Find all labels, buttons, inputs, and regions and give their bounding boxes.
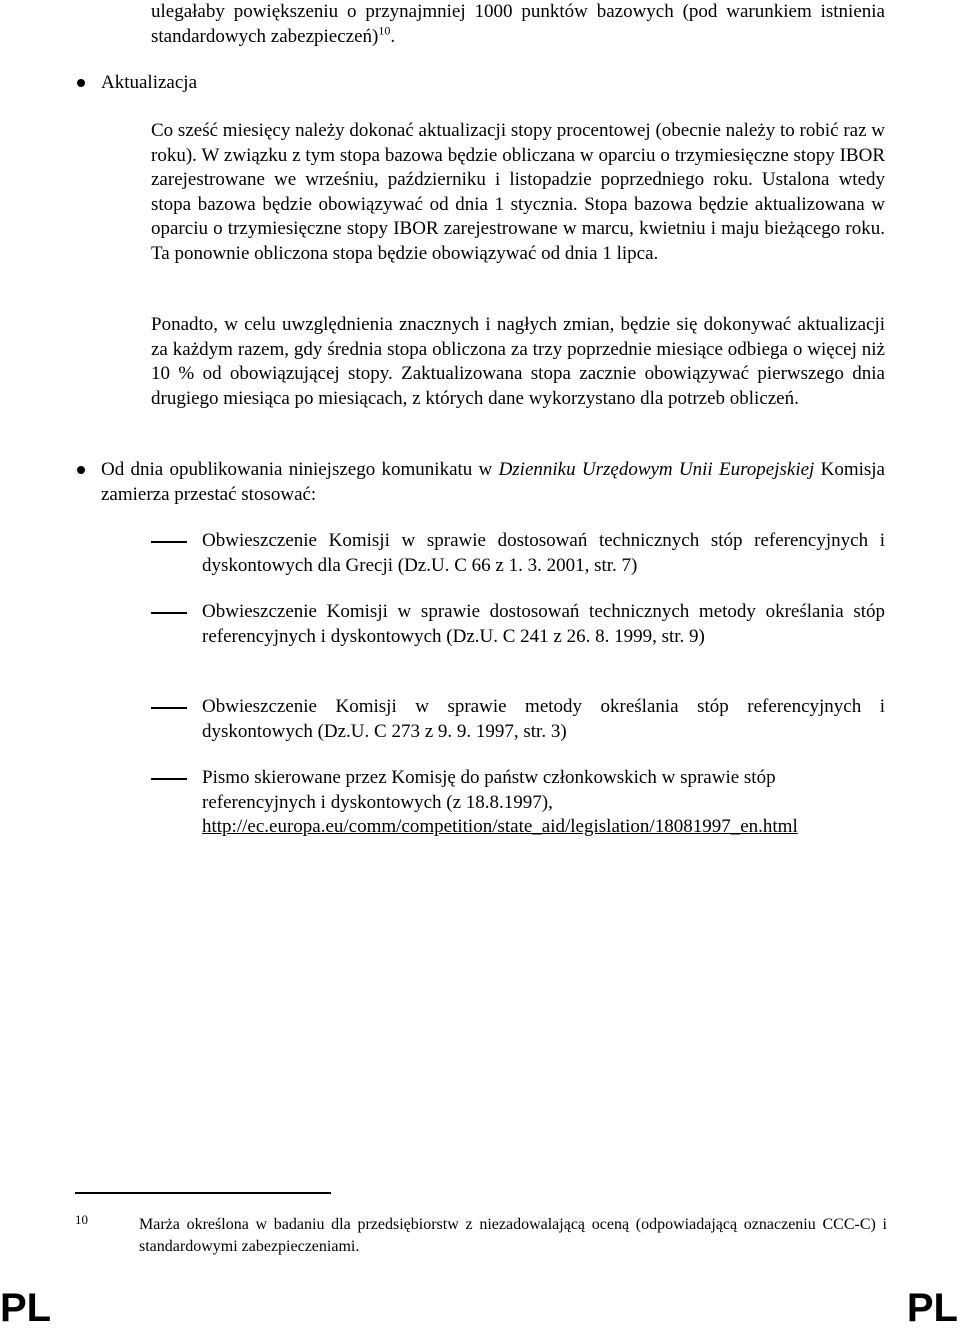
section-heading-aktualizacja: Aktualizacja [101,72,198,93]
continuation-text: ulegałaby powiększeniu o przynajmniej 1000 punktów bazowych (pod warunkiem istnienia standardowych zabezpieczeń) [151,1,885,47]
footnote-ref[interactable]: 10 [378,23,391,38]
continuation-paragraph [151,0,885,49]
list-item-letter [202,766,885,840]
dash-icon [151,612,187,614]
footnote-number: 10 [75,1212,88,1227]
list-item: Obwieszczenie Komisji w sprawie metody określania stóp referencyjnych i dyskontowych (Dz.U. C 273 z 9. 9. 1997, str. 3) [202,696,885,742]
legislation-link[interactable]: http://ec.europa.eu/comm/competition/state_aid/legislation/18081997_en.html [202,816,798,837]
dash-icon [151,541,187,543]
letter-text: Pismo skierowane przez Komisję do państw członkowskich w sprawie stóp referencyjnych i dyskontowych (z 18.8.1997), [202,767,776,813]
publication-text-before: Od dnia opublikowania niniejszego komunikatu w [101,459,499,480]
footnote-text: Marża określona w badaniu dla przedsiębiorstw z niezadowalającą oceną (odpowiadającą oznaczeniu CCC-C) i standardowymi zabezpieczeniami. [139,1216,887,1255]
bullet-icon [77,79,85,87]
dash-icon [151,778,187,780]
footer-language-right: PL [906,1286,958,1330]
publication-paragraph [101,458,885,507]
dash-icon [151,707,187,709]
aktualizacja-paragraph-1: Co sześć miesięcy należy dokonać aktualizacji stopy procentowej (obecnie należy to robić raz w roku). W związku z tym stopa bazowa będzie obliczana w oparciu o trzymiesięczne stopy IBOR zarejestrowane we wrześniu, październiku i listopadzie poprzedniego roku. Ustalona wtedy stopa bazowa będzie obowiązywać od dnia 1 stycznia. Stopa bazowa będzie aktualizowana w oparciu o trzymiesięczne stopy IBOR zarejestrowane w marcu, kwietniu i maju bieżącego roku. Ta ponownie obliczona stopa będzie obowiązywać od dnia 1 lipca. [151,120,885,264]
publication-text-after: Komisja zamierza przestać stosować: [101,459,885,505]
footer-language-left: PL [0,1286,52,1330]
footnote-separator [75,1192,331,1194]
continuation-period: . [390,25,396,47]
aktualizacja-paragraph-2: Ponadto, w celu uwzględnienia znacznych i nagłych zmian, będzie się dokonywać aktualizacji za każdym razem, gdy średnia stopa obliczona za trzy poprzednie miesiące odbiega o więcej niż 10 % od obowiązującej stopy. Zaktualizowana stopa zacznie obowiązywać pierwszego dnia drugiego miesiąca po miesiącach, z których dane wykorzystano dla potrzeb obliczeń. [151,314,885,409]
journal-name: Dzienniku Urzędowym Unii Europejskiej [498,459,815,480]
list-item: Obwieszczenie Komisji w sprawie dostosowań technicznych metody określania stóp referencyjnych i dyskontowych (Dz.U. C 241 z 26. 8. 1999, str. 9) [202,601,885,647]
list-item: Obwieszczenie Komisji w sprawie dostosowań technicznych stóp referencyjnych i dyskontowych dla Grecji (Dz.U. C 66 z 1. 3. 2001, str. 7) [202,530,885,576]
bullet-icon [77,466,85,474]
